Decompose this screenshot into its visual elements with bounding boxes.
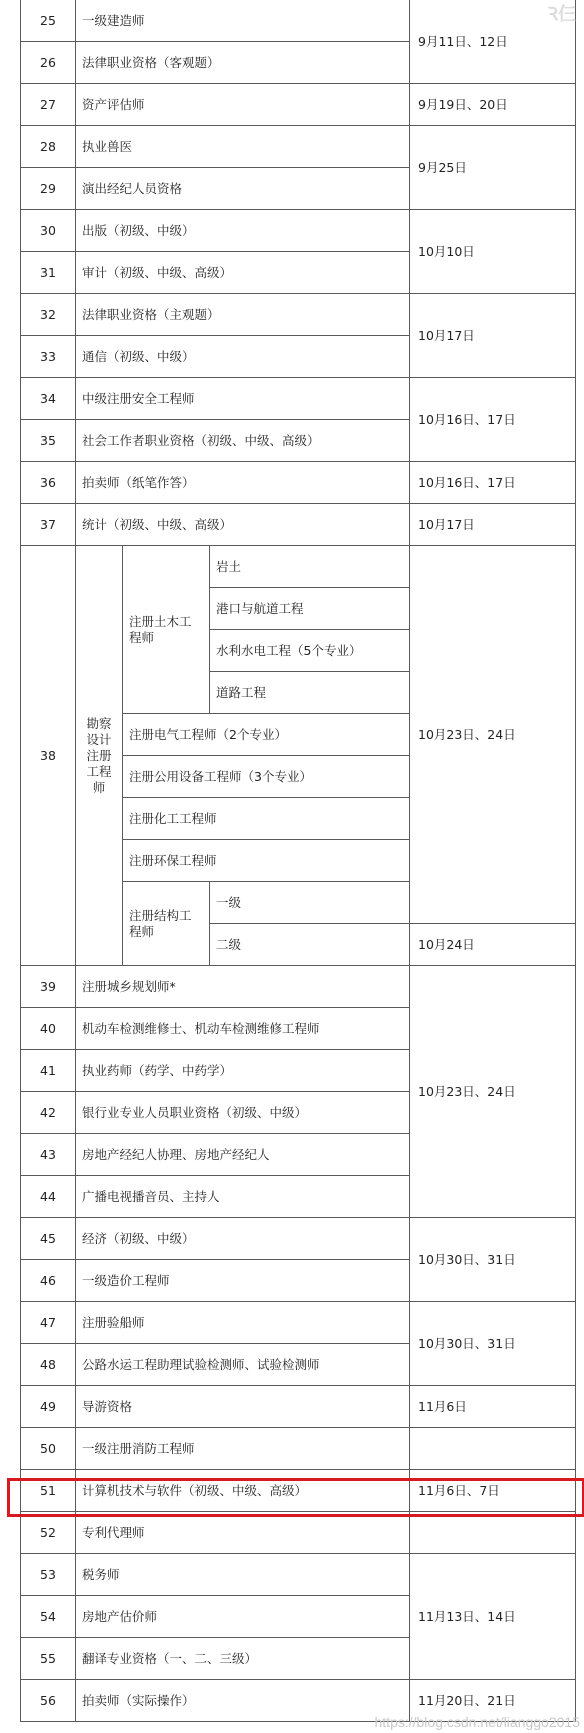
row-number: 36 [21,462,76,504]
exam-name: 一级造价工程师 [76,1260,410,1302]
exam-date: 11月13日、14日 [410,1554,576,1680]
row-number: 26 [21,42,76,84]
exam-name: 资产评估师 [76,84,410,126]
table-row [21,126,576,168]
exam-date: 10月23日、24日 [410,546,576,924]
exam-date: 10月30日、31日 [410,1302,576,1386]
row-number: 52 [21,1512,76,1554]
exam-date: 10月17日 [410,294,576,378]
exam-name: 银行业专业人员职业资格（初级、中级） [76,1092,410,1134]
exam-date-empty [410,1512,576,1554]
exam-date: 9月11日、12日 [410,0,576,84]
exam-date: 10月23日、24日 [410,966,576,1218]
row-number: 55 [21,1638,76,1680]
specialty-name: 注册环保工程师 [123,840,410,882]
table-row [21,966,576,1008]
specialty-name: 水利水电工程（5个专业） [210,630,410,672]
exam-name: 通信（初级、中级） [76,336,410,378]
table-row [21,294,576,336]
row-number: 39 [21,966,76,1008]
exam-name: 导游资格 [76,1386,410,1428]
exam-name: 统计（初级、中级、高级） [76,504,410,546]
table-row [21,1386,576,1428]
exam-date: 11月6日 [410,1386,576,1428]
row-number: 43 [21,1134,76,1176]
row-number: 56 [21,1680,76,1722]
row-number: 47 [21,1302,76,1344]
row-number: 30 [21,210,76,252]
specialty-name: 注册化工工程师 [123,798,410,840]
exam-name: 法律职业资格（客观题） [76,42,410,84]
row-number: 27 [21,84,76,126]
row-number: 50 [21,1428,76,1470]
exam-name: 翻译专业资格（一、二、三级） [76,1638,410,1680]
exam-name: 执业药师（药学、中药学） [76,1050,410,1092]
exam-date: 9月19日、20日 [410,84,576,126]
row-number: 38 [21,546,76,966]
row-number: 44 [21,1176,76,1218]
exam-date: 10月16日、17日 [410,378,576,462]
watermark-logo: Ꝛ仨 [547,4,576,25]
exam-name: 专利代理师 [76,1512,410,1554]
exam-name: 计算机技术与软件（初级、中级、高级） [76,1470,410,1512]
structural-engineer-label: 注册结构工程师 [123,882,210,966]
row-number: 54 [21,1596,76,1638]
specialty-name: 注册公用设备工程师（3个专业） [123,756,410,798]
exam-name: 一级建造师 [76,0,410,42]
exam-name: 拍卖师（纸笔作答） [76,462,410,504]
exam-date: 9月25日 [410,126,576,210]
exam-name: 一级注册消防工程师 [76,1428,410,1470]
exam-date: 10月10日 [410,210,576,294]
row-number: 33 [21,336,76,378]
exam-date: 11月6日、7日 [410,1470,576,1512]
row-number: 49 [21,1386,76,1428]
row-number: 32 [21,294,76,336]
row-number: 51 [21,1470,76,1512]
exam-name: 审计（初级、中级、高级） [76,252,410,294]
exam-date: 10月24日 [410,924,576,966]
row-number: 29 [21,168,76,210]
row-number: 41 [21,1050,76,1092]
exam-date: 11月20日、21日 [410,1680,576,1722]
table-row [21,546,576,588]
specialty-name: 注册电气工程师（2个专业） [123,714,410,756]
table-row [21,462,576,504]
row-number: 37 [21,504,76,546]
specialty-name: 二级 [210,924,410,966]
exam-name: 演出经纪人员资格 [76,168,410,210]
row-number: 28 [21,126,76,168]
row-number: 42 [21,1092,76,1134]
exam-name: 法律职业资格（主观题） [76,294,410,336]
row-number: 34 [21,378,76,420]
exam-name: 社会工作者职业资格（初级、中级、高级） [76,420,410,462]
row-number: 40 [21,1008,76,1050]
row-number: 35 [21,420,76,462]
row-number: 25 [21,0,76,42]
specialty-name: 道路工程 [210,672,410,714]
table-row [21,210,576,252]
exam-name: 中级注册安全工程师 [76,378,410,420]
group-name: 勘察设计注册工程师 [76,546,123,966]
table-row [21,1554,576,1596]
table-row [21,378,576,420]
exam-name: 公路水运工程助理试验检测师、试验检测师 [76,1344,410,1386]
exam-name: 机动车检测维修士、机动车检测维修工程师 [76,1008,410,1050]
exam-name: 广播电视播音员、主持人 [76,1176,410,1218]
row-number: 53 [21,1554,76,1596]
civil-engineer-label: 注册土木工程师 [123,546,210,714]
exam-name: 执业兽医 [76,126,410,168]
exam-name: 税务师 [76,1554,410,1596]
watermark-url: https://blog.csdn.net/lianggo2015 [374,1714,580,1730]
table-row [21,1428,576,1470]
table-row [21,1302,576,1344]
table-row [21,1218,576,1260]
row-number: 46 [21,1260,76,1302]
exam-name: 拍卖师（实际操作） [76,1680,410,1722]
table-row [21,84,576,126]
specialty-name: 岩土 [210,546,410,588]
exam-date-empty [410,1428,576,1470]
exam-date: 10月16日、17日 [410,462,576,504]
exam-name: 出版（初级、中级） [76,210,410,252]
exam-name: 经济（初级、中级） [76,1218,410,1260]
row-number: 31 [21,252,76,294]
row-number: 45 [21,1218,76,1260]
exam-name: 房地产估价师 [76,1596,410,1638]
exam-date: 10月30日、31日 [410,1218,576,1302]
exam-date: 10月17日 [410,504,576,546]
table-row-highlighted [21,1470,576,1512]
table-row [21,504,576,546]
row-number: 48 [21,1344,76,1386]
exam-schedule-table [20,0,576,1722]
table-row [21,1512,576,1554]
exam-name: 注册城乡规划师* [76,966,410,1008]
specialty-name: 港口与航道工程 [210,588,410,630]
specialty-name: 一级 [210,882,410,924]
exam-name: 房地产经纪人协理、房地产经纪人 [76,1134,410,1176]
exam-name: 注册验船师 [76,1302,410,1344]
